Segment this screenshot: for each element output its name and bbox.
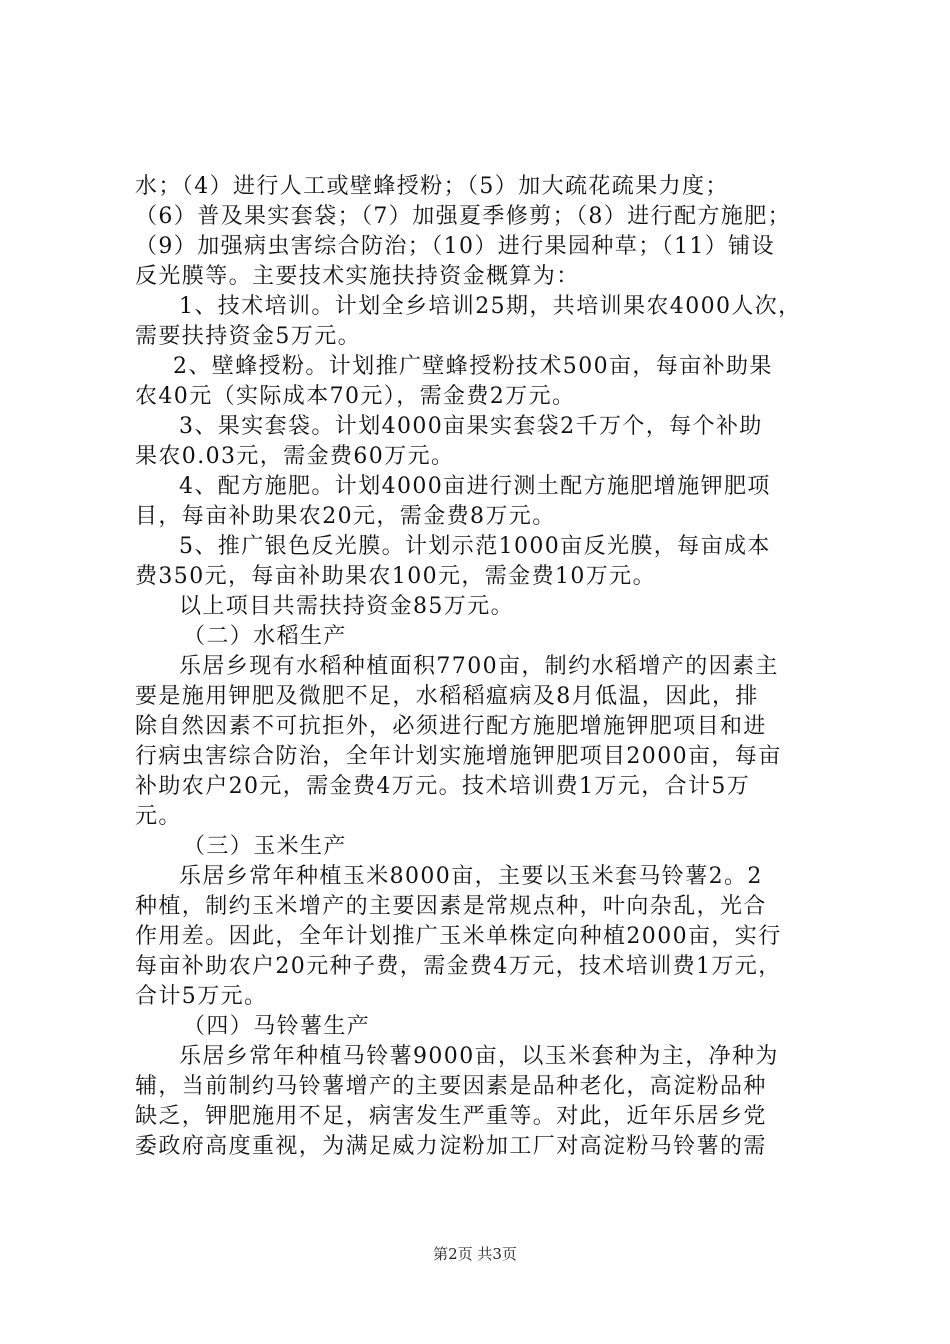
text-line: 每亩补助农户20元种子费，需金费4万元，技术培训费1万元， — [135, 954, 782, 979]
text-line: 反光膜等。主要技术实施扶持资金概算为： — [135, 264, 580, 289]
text-line: 行病虫害综合防治，全年计划实施增施钾肥项目2000亩，每亩 — [135, 744, 782, 769]
text-line: 委政府高度重视，为满足威力淀粉加工厂对高淀粉马铃薯的需 — [135, 1134, 767, 1159]
text-line: 补助农户20元，需金费4万元。技术培训费1万元，合计5万 — [135, 774, 751, 799]
text-line: 种植，制约玉米增产的主要因素是常规点种，叶向杂乱，光合 — [135, 894, 767, 919]
text-line: 元。 — [135, 804, 182, 829]
text-line: 作用差。因此，全年计划推广玉米单株定向种植2000亩，实行 — [135, 924, 782, 949]
text-line: 水；（4）进行人工或壁蜂授粉；（5）加大疏花疏果力度； — [135, 174, 729, 199]
text-line: 果农0.03元，需金费60万元。 — [135, 444, 455, 469]
page-footer: 第2页 共3页 — [433, 1245, 517, 1263]
text-line: 1、技术培训。计划全乡培训25期，共培训果农4000人次， — [179, 294, 802, 319]
text-line: 乐居乡现有水稻种植面积7700亩，制约水稻增产的因素主 — [179, 654, 779, 679]
text-line: 费350元，每亩补助果农100元，需金费10万元。 — [135, 564, 656, 589]
text-line: 2、壁蜂授粉。计划推广壁蜂授粉技术500亩，每亩补助果 — [173, 354, 773, 379]
text-line: 以上项目共需扶持资金85万元。 — [179, 594, 514, 619]
text-line: 4、配方施肥。计划4000亩进行测土配方施肥增施钾肥项 — [179, 474, 771, 499]
text-line: （9）加强病虫害综合防治；（10）进行果园种草；（11）铺设 — [135, 234, 775, 259]
text-line: 5、推广银色反光膜。计划示范1000亩反光膜，每亩成本 — [179, 534, 771, 559]
text-line: 乐居乡常年种植玉米8000亩，主要以玉米套马铃薯2。2 — [179, 864, 763, 889]
text-line: 目，每亩补助果农20元，需金费8万元。 — [135, 504, 556, 529]
text-line: （6）普及果实套袋；（7）加强夏季修剪；（8）进行配方施肥； — [135, 204, 791, 229]
text-line: 要是施用钾肥及微肥不足，水稻稻瘟病及8月低温，因此，排 — [135, 684, 759, 709]
section-heading: （二）水稻生产 — [183, 624, 347, 649]
document-body — [135, 172, 835, 1162]
text-line: 除自然因素不可抗拒外，必须进行配方施肥增施钾肥项目和进 — [135, 714, 767, 739]
text-line: 农40元（实际成本70元），需金费2万元。 — [135, 384, 576, 409]
text-line: 缺乏，钾肥施用不足，病害发生严重等。对此，近年乐居乡党 — [135, 1104, 767, 1129]
text-line: 辅，当前制约马铃薯增产的主要因素是品种老化，高淀粉品种 — [135, 1074, 767, 1099]
section-heading: （三）玉米生产 — [183, 834, 347, 859]
text-line: 乐居乡常年种植马铃薯9000亩，以玉米套种为主，净种为 — [179, 1044, 779, 1069]
section-heading: （四）马铃薯生产 — [183, 1014, 371, 1039]
text-line: 3、果实套袋。计划4000亩果实套袋2千万个，每个补助 — [179, 414, 763, 439]
text-line: 需要扶持资金5万元。 — [135, 324, 361, 349]
text-line: 合计5万元。 — [135, 984, 268, 1009]
